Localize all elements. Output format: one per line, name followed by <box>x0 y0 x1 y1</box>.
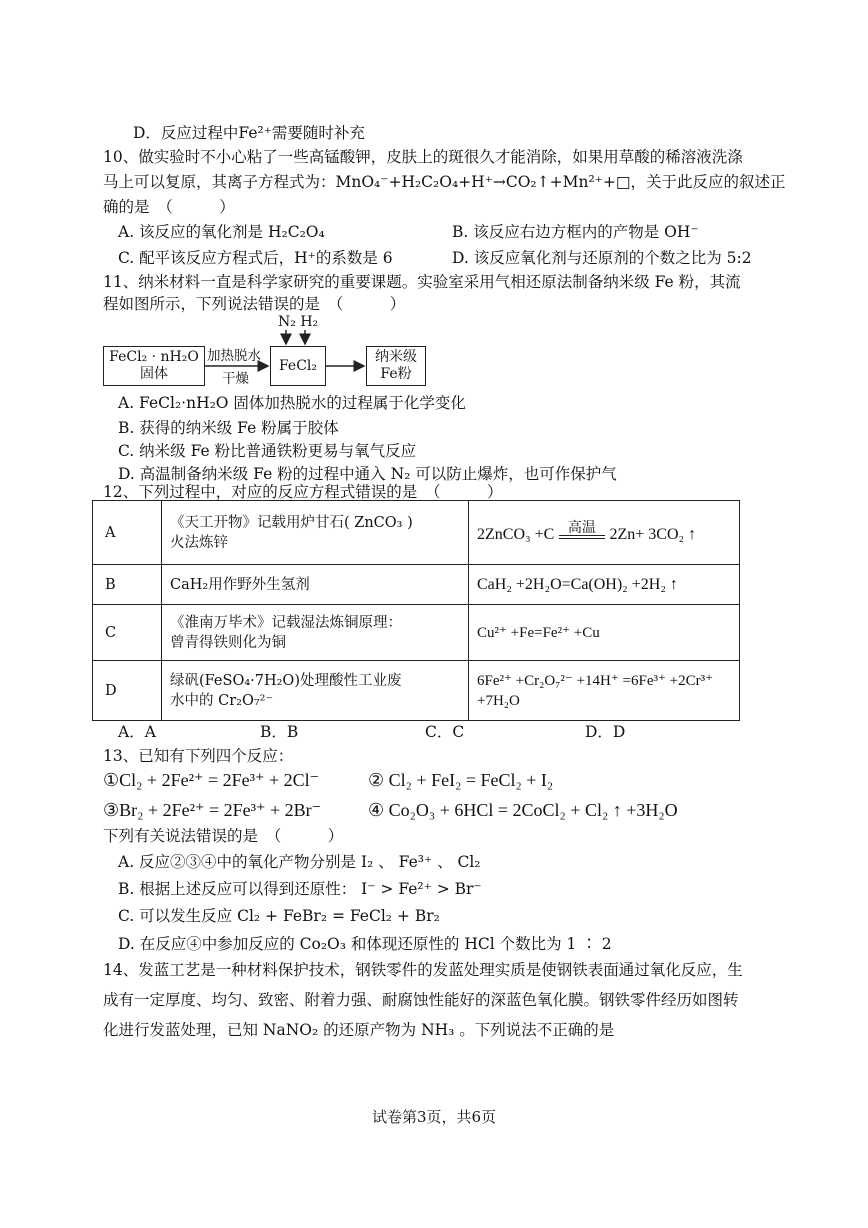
row-description <box>162 661 469 721</box>
q10-option-b: B. 该反应右边方框内的产物是 OH⁻ <box>452 223 699 241</box>
row-equation <box>469 605 740 661</box>
row-desc-line1: 《淮南万毕术》记载湿法炼铜原理： <box>170 614 402 631</box>
row-desc-line2: 曾青得铁则化为铜 <box>170 634 286 651</box>
flow-gases-label: N₂ H₂ <box>278 314 319 330</box>
q10-option-c: C. 配平该反应方程式后，H⁺的系数是 6 <box>118 249 393 267</box>
q12-option-b: B．B <box>260 723 299 741</box>
q14-stem-line2: 成有一定厚度、均匀、致密、附着力强、耐腐蚀性能好的深蓝色氧化膜。钢铁零件经历如图转 <box>103 991 739 1009</box>
flow-box-fecl2-hydrate <box>103 346 205 386</box>
table-row <box>93 605 740 661</box>
row-desc-line2: 水中的 Cr₂O₇²⁻ <box>170 692 274 709</box>
eq-text: Cu²⁺ +Fe=Fe²⁺ +Cu <box>477 624 600 641</box>
eq-reactants: 2ZnCO₃ +C <box>477 525 555 543</box>
q13-question: 下列有关说法错误的是 （ ） <box>103 827 344 845</box>
q9-option-d: D．反应过程中Fe²⁺需要随时补充 <box>133 124 365 142</box>
row-equation <box>469 661 740 721</box>
eq-condition-label: 高温 <box>567 519 596 536</box>
flow-box3-line1: 纳米级 <box>375 349 417 365</box>
q13-reaction-4: ④ Co₂O₃ + 6HCl = 2CoCl₂ + Cl₂ ↑ +3H₂O <box>368 800 678 820</box>
table-row <box>93 661 740 721</box>
row-equation <box>469 501 740 565</box>
q12-option-a: A．A <box>118 723 156 741</box>
row-key: B <box>93 565 162 605</box>
row-desc-line2: 火法炼锌 <box>170 534 228 551</box>
row-key: D <box>93 661 162 721</box>
row-desc-line1: 绿矾(FeSO₄·7H₂O)处理酸性工业废 <box>170 672 402 689</box>
flow-box3-line2: Fe粉 <box>380 366 412 382</box>
q11-option-c: C. 纳米级 Fe 粉比普通铁粉更易与氧气反应 <box>118 442 417 460</box>
row-key: A <box>93 501 162 565</box>
q13-reaction-3: ③Br₂ + 2Fe²⁺ = 2Fe³⁺ + 2Br⁻ <box>103 800 322 820</box>
flow-box-nano-fe <box>366 346 426 386</box>
flow-arrow1-top-label: 加热脱水 <box>207 348 261 364</box>
flow-box1-line1: FeCl₂ · nH₂O <box>109 349 199 365</box>
row-desc-line1: 《天工开物》记载用炉甘石( ZnCO₃ ) <box>170 514 413 531</box>
flow-arrows <box>0 0 868 400</box>
q12-option-c: C．C <box>425 723 465 741</box>
q13-stem: 13、已知有下列四个反应： <box>103 747 294 765</box>
page-footer: 试卷第3页，共6页 <box>371 1108 497 1126</box>
row-description <box>162 501 469 565</box>
q13-option-c: C. 可以发生反应 Cl₂ + FeBr₂ = FeCl₂ + Br₂ <box>118 907 440 925</box>
q10-stem-line3: 确的是 （ ） <box>103 198 235 216</box>
q13-option-a: A. 反应②③④中的氧化产物分别是 I₂ 、 Fe³⁺ 、 Cl₂ <box>118 853 481 871</box>
flow-box1-line2: 固体 <box>140 366 168 382</box>
q13-option-d: D. 在反应④中参加反应的 Co₂O₃ 和体现还原性的 HCl 个数比为 1 ∶ 2 <box>118 935 612 953</box>
q11-option-b: B. 获得的纳米级 Fe 粉属于胶体 <box>118 419 339 437</box>
flow-arrow1-bottom-label: 干燥 <box>222 371 249 387</box>
q10-stem-line1: 10、做实验时不小心粘了一些高锰酸钾，皮肤上的斑很久才能消除，如果用草酸的稀溶液洗涤 <box>103 148 743 166</box>
q11-option-a: A. FeCl₂·nH₂O 固体加热脱水的过程属于化学变化 <box>118 394 466 412</box>
q13-reaction-1: ①Cl₂ + 2Fe²⁺ = 2Fe³⁺ + 2Cl⁻ <box>103 770 320 790</box>
q14-stem-line3: 化进行发蓝处理，已知 NaNO₂ 的还原产物为 NH₃ 。下列说法不正确的是 <box>103 1021 615 1039</box>
q11-stem-line1: 11、纳米材料一直是科学家研究的重要课题。实验室采用气相还原法制备纳米级 Fe 粉，其流 <box>103 273 741 291</box>
q10-option-a: A. 该反应的氧化剂是 H₂C₂O₄ <box>118 223 325 241</box>
q14-stem-line1: 14、发蓝工艺是一种材料保护技术，钢铁零件的发蓝处理实质是使钢铁表面通过氧化反应，生 <box>103 961 743 979</box>
q10-option-d: D. 该反应氧化剂与还原剂的个数之比为 5:2 <box>452 249 752 267</box>
row-description: CaH₂用作野外生氢剂 <box>162 565 469 605</box>
q11-stem-line2: 程如图所示，下列说法错误的是 （ ） <box>103 295 406 313</box>
q11-option-d: D. 高温制备纳米级 Fe 粉的过程中通入 N₂ 可以防止爆炸，也可作保护气 <box>118 465 617 483</box>
flow-box-fecl2: FeCl₂ <box>270 346 326 386</box>
q10-stem-line2: 马上可以复原，其离子方程式为：MnO₄⁻+H₂C₂O₄+H⁺→CO₂↑+Mn²⁺+□，关于此反应的叙述正 <box>103 173 786 191</box>
eq-products: 2Zn+ 3CO₂ ↑ <box>609 525 697 543</box>
row-description <box>162 605 469 661</box>
table-row <box>93 501 740 565</box>
q13-reaction-2: ② Cl₂ + FeI₂ = FeCl₂ + I₂ <box>368 770 554 790</box>
eq-text: CaH₂ +2H₂O=Ca(OH)₂ +2H₂ ↑ <box>477 575 678 593</box>
table-row <box>93 565 740 605</box>
q12-option-d: D．D <box>585 723 626 741</box>
row-equation <box>469 565 740 605</box>
q12-stem: 12、下列过程中，对应的反应方程式错误的是 （ ） <box>103 483 503 501</box>
q12-table <box>92 500 740 721</box>
eq-condition <box>559 521 605 545</box>
row-key: C <box>93 605 162 661</box>
q13-option-b: B. 根据上述反应可以得到还原性： I⁻ > Fe²⁺ > Br⁻ <box>118 880 482 898</box>
eq-text: 6Fe²⁺ +Cr₂O₇²⁻ +14H⁺ =6Fe³⁺ +2Cr³⁺ +7H₂O <box>477 672 714 709</box>
